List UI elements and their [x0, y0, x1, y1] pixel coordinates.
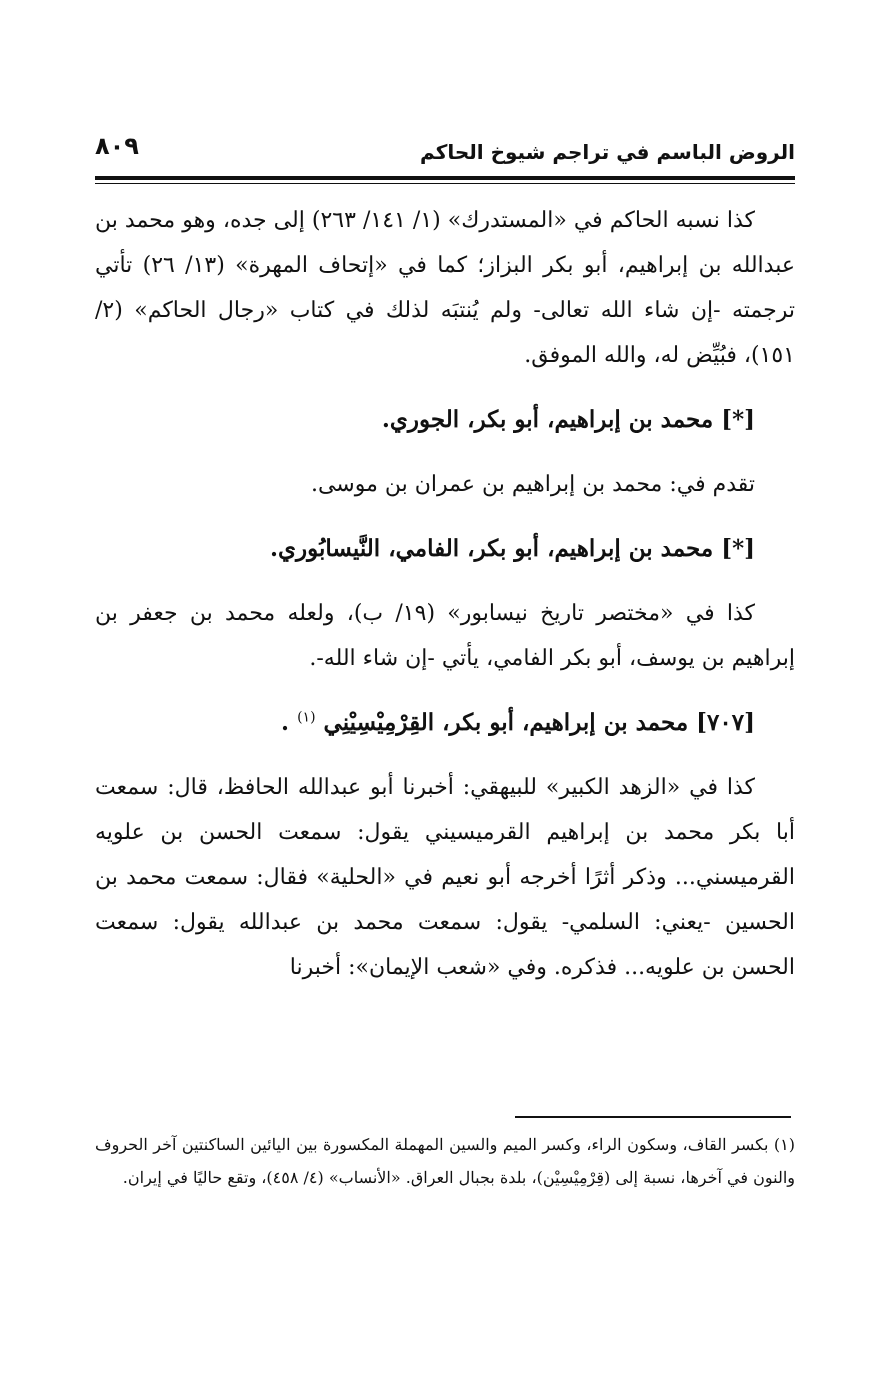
entry-heading-1: [*] محمد بن إبراهيم، أبو بكر، الجوري. — [381, 406, 755, 433]
paragraph-2: تقدم في: محمد بن إبراهيم بن عمران بن موسى. — [310, 472, 755, 497]
entry-heading-3-end: . — [281, 709, 290, 736]
paragraph-4: كذا في «الزهد الكبير» للبيهقي: أخبرنا أبو عبدالله الحافظ، قال: سمعت أبا بكر محمد بن إبراهيم القرميسيني يقول: سمعت الحسن بن علويه القرميسني... وذكر أثرًا أخرجه أبو نعيم في «الحلية» فقال: سمعت محمد بن الحسين -يعني: السلمي- يقول: سمعت محمد بن عبدالله يقول: سمعت الحسن بن علويه... فذكره. وفي «شعب الإيمان»: أخبرنا — [95, 775, 795, 980]
entry-heading-2: [*] محمد بن إبراهيم، أبو بكر، الفامي، النَّيسابُوري. — [269, 535, 755, 562]
footnote-separator — [515, 1116, 791, 1118]
page-number: ٨٠٩ — [95, 132, 139, 160]
running-header-title: الروض الباسم في تراجم شيوخ الحاكم — [420, 140, 795, 164]
entry-heading-3 — [95, 703, 755, 743]
paragraph-3: كذا في «مختصر تاريخ نيسابور» (١٩/ ب)، ولعله محمد بن جعفر بن إبراهيم بن يوسف، أبو بكر الفامي، يأتي -إن شاء الله-. — [95, 601, 795, 671]
running-header — [95, 128, 795, 182]
paragraph-1: كذا نسبه الحاكم في «المستدرك» (١/ ١٤١/ ٢٦٣) إلى جده، وهو محمد بن عبدالله بن إبراهيم، أبو بكر البزاز؛ كما في «إتحاف المهرة» (١٣/ ٢٦) تأتي ترجمته -إن شاء الله تعالى- ولم يُنتبَه لذلك في كتاب «رجال الحاكم» (٢/ ١٥١)، فبُيِّض له، والله الموفق. — [95, 208, 795, 368]
header-rule-thick — [95, 176, 795, 180]
footnote-1: (١) بكسر القاف، وسكون الراء، وكسر الميم والسين المهملة المكسورة بين اليائين الساكنتين آخر الحروف والنون في آخرها، نسبة إلى (قِرْمِيْسِيْن)، بلدة بجبال العراق. «الأنساب» (٤/ ٤٥٨)، وتقع حاليًا في إيران. — [95, 1135, 795, 1187]
main-text — [95, 198, 795, 990]
header-rule-thin — [95, 183, 795, 184]
footnotes — [95, 1128, 795, 1194]
entry-heading-3-text: [٧٠٧] محمد بن إبراهيم، أبو بكر، القِرْمِيْسِيْنِي — [323, 709, 755, 736]
footnote-reference-1: (١) — [297, 709, 316, 726]
